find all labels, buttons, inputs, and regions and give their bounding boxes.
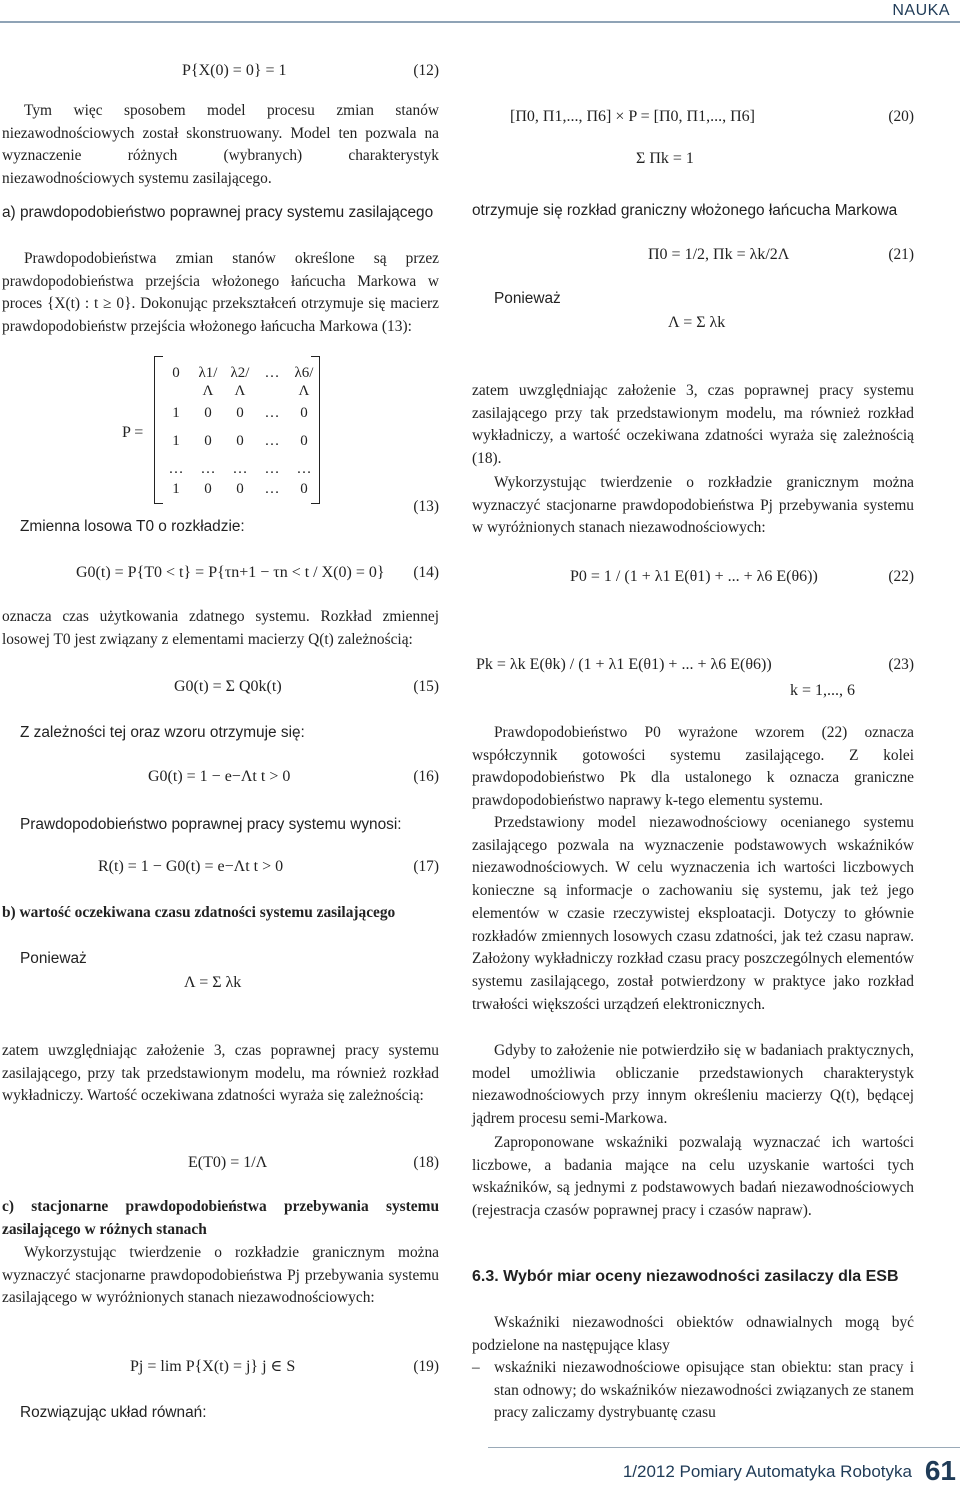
equation-16-number: (16) [413,768,439,785]
paragraph-limit: otrzymuje się rozkład graniczny włożonego łańcucha Markowa [472,202,898,219]
matrix-label: P = [122,424,144,441]
matrix-cell: λ1/Λ [198,365,218,399]
matrix-cell: 0 [300,433,308,449]
equation-19: Pj = lim P{X(t) = j} j ∈ S [130,1358,296,1375]
paragraph-model: Przedstawiony model niezawodnościowy ocenianego systemu zasilającego pozwala na wyznaczenie podstawowych wskaźników niezawodnościowych. W celu wyznaczenia ich wartości liczbowych konieczne są informacje o zachowaniu się systemu, jak też jego elementów w czasie rzeczywistej eksploatacji. Dotyczy to głównie rozkładów zmiennych losowych czasu zdatności, jak też czasu napraw. Założony wykładniczy rozkład czasu pracy poszczególnych elementów systemu zasilającego, został potwierdzony w praktyce jako rozkład trwałości większości urządzeń elektronicznych. [472,814,914,1013]
equation-20-sum: Σ Πk = 1 [636,150,694,167]
paragraph-then-left: zatem uwzględniając założenie 3, czas poprawnej pracy systemu zasilającego, przy tak przedstawionym modelu, ma również rozkład wykładniczy. Wartość oczekiwana zdatności wyraża się zależnością: [2,1042,439,1105]
equation-15: G0(t) = Σ Q0k(t) [174,678,282,695]
matrix-cell: … [264,433,280,449]
matrix-cell: … [264,365,280,381]
page-number: 61 [924,1455,956,1486]
top-rule [0,21,960,23]
matrix-cell: λ6/Λ [294,365,314,399]
paragraph-probability: Prawdopodobieństwo poprawnej pracy systemu wynosi: [20,816,402,833]
equation-lambda-left: Λ = Σ λk [184,974,242,991]
matrix-cell: … [296,461,312,477]
paragraph-p0: Prawdopodobieństwo P0 wyrażone wzorem (22) oznacza współczynnik gotowości systemu zasilającego. Z kolei prawdopodobieństwo Pk dla ustalonego k oznacza graniczne prawdopodobieństwo naprawy k-tego elementu systemu. [472,724,914,810]
equation-15-number: (15) [413,678,439,695]
heading-b: b) wartość oczekiwana czasu zdatności systemu zasilającego [2,904,396,921]
matrix-cell: … [168,461,184,477]
paragraph-solve: Rozwiązując układ równań: [20,1404,207,1421]
footer-journal: 1/2012 Pomiary Automatyka Robotyka [622,1462,912,1481]
equation-20-number: (20) [888,108,914,125]
paragraph-t0: Zmienna losowa T0 o rozkładzie: [20,518,245,535]
matrix-cell: 0 [300,405,308,421]
equation-21-number: (21) [888,246,914,263]
equation-12-number: (12) [413,62,439,79]
equation-19-number: (19) [413,1358,439,1375]
matrix-cell: … [264,461,280,477]
equation-12: P{X(0) = 0} = 1 [182,62,287,79]
matrix-cell: … [264,405,280,421]
equation-23-number: (23) [888,656,914,673]
matrix-cell: 0 [236,433,244,449]
paragraph-a1: Prawdopodobieństwa zmian stanów określone są przez prawdopodobieństwa przejścia włożonego łańcucha Markowa w proces {X(t) : t ≥ 0}. Dokonując przekształceń otrzymuje się macierz prawdopodobieństw przejścia włożonego łańcucha Markowa (13): [2,250,439,336]
paragraph-proposed: Zaproponowane wskaźniki pozwalają wyznaczać ich wartości liczbowe, a badania mające na celu uzyskanie wartości tych wskaźników, są jednymi z podstawowych badań niezawodnościowych (rejestracja czasów poprawnej pracy i czasów napraw). [472,1134,914,1220]
paragraph-since-right: Ponieważ [494,290,561,307]
equation-16: G0(t) = 1 − e−Λt t > 0 [148,768,291,785]
matrix-cell: … [264,481,280,497]
section-heading: 6.3. Wybór miar oceny niezawodności zasilaczy dla ESB [472,1268,899,1285]
equation-22-number: (22) [888,568,914,585]
paragraph-after-14: oznacza czas użytkowania zdatnego systemu. Rozkład zmiennej losowej T0 jest związany z elementami macierzy Q(t) zależnością: [2,608,439,648]
footer-rule [488,1447,960,1448]
equation-14: G0(t) = P{T0 < t} = P{τn+1 − τn < t / X(0) = 0} [76,564,385,581]
top-bar [0,0,960,22]
equation-18: E(T0) = 1/Λ [188,1154,268,1171]
matrix-cell: … [200,461,216,477]
paragraph-then-right: zatem uwzględniając założenie 3, czas poprawnej pracy systemu zasilającego przy tak przedstawionym modelu, ma również rozkład wykładniczy, a wartość oczekiwana zdatności wyraża się zależnością (18). [472,382,914,468]
paragraph-indicators: Wskaźniki niezawodności obiektów odnawialnych mogą być podzielone na następujące klasy [472,1314,914,1354]
equation-17-number: (17) [413,858,439,875]
equation-23: Pk = λk E(θk) / (1 + λ1 E(θ1) + ... + λ6 E(θ6)) [476,656,772,673]
equation-13-number: (13) [413,498,439,515]
equation-18-number: (18) [413,1154,439,1171]
paragraph-from-formula: Z zależności tej oraz wzoru otrzymuje się: [20,724,305,741]
matrix-cell: 1 [172,433,180,449]
paragraph-c: Wykorzystując twierdzenie o rozkładzie granicznym można wyznaczyć stacjonarne prawdopodobieństwa Pj przebywania systemu zasilającego w wyróżnionych stanach niezawodnościowych: [2,1244,439,1307]
matrix-cell: 0 [204,481,212,497]
bullet-dash: – [472,1359,480,1376]
equation-22: P0 = 1 / (1 + λ1 E(θ1) + ... + λ6 E(θ6)) [570,568,818,585]
matrix-cell: 0 [236,405,244,421]
equation-21: Π0 = 1/2, Πk = λk/2Λ [648,246,790,263]
transition-matrix [154,356,320,502]
matrix-cell: 1 [172,405,180,421]
matrix-cell: 1 [172,481,180,497]
paragraph-intro: Tym więc sposobem model procesu zmian stanów niezawodnościowych został skonstruowany. Model ten pozwala na wyznaczenie różnych (wybranych) charakterystyk niezawodnościowych systemu zasilającego. [2,102,439,188]
matrix-cell: λ2/Λ [230,365,250,399]
equation-23-condition: k = 1,..., 6 [790,682,856,699]
paragraph-using: Wykorzystując twierdzenie o rozkładzie granicznym można wyznaczyć stacjonarne prawdopodobieństwa Pj przebywania systemu w wyróżnionych stanach niezawodnościowych: [472,474,914,537]
section-tag: NAUKA [892,2,950,19]
paragraph-if: Gdyby to założenie nie potwierdziło się w badaniach praktycznych, model umożliwia obliczanie przedstawionych charakterystyk niezawodnościowych przy innym określeniu macierzy Q(t), będącej jądrem procesu semi-Markowa. [472,1042,914,1128]
equation-14-number: (14) [413,564,439,581]
equation-lambda-right: Λ = Σ λk [668,314,726,331]
equation-17: R(t) = 1 − G0(t) = e−Λt t > 0 [98,858,284,875]
equation-20: [Π0, Π1,..., Π6] × P = [Π0, Π1,..., Π6] [510,108,755,125]
matrix-cell: … [232,461,248,477]
matrix-cell: 0 [172,365,180,381]
matrix-cell: 0 [300,481,308,497]
paragraph-since-left: Ponieważ [20,950,87,967]
heading-a: a) prawdopodobieństwo poprawnej pracy systemu zasilającego [2,204,434,221]
heading-c: c) stacjonarne prawdopodobieństwa przebywania systemu zasilającego w różnych stanach [2,1198,439,1238]
matrix-cell: 0 [204,405,212,421]
matrix-cell: 0 [204,433,212,449]
bullet-item-1: wskaźniki niezawodnościowe opisujące stan obiektu: stan pracy i stan odnowy; do wskaźników niezawodności związanych ze stanem pracy zaliczamy dystrybuantę czasu [494,1359,914,1422]
matrix-cell: 0 [236,481,244,497]
